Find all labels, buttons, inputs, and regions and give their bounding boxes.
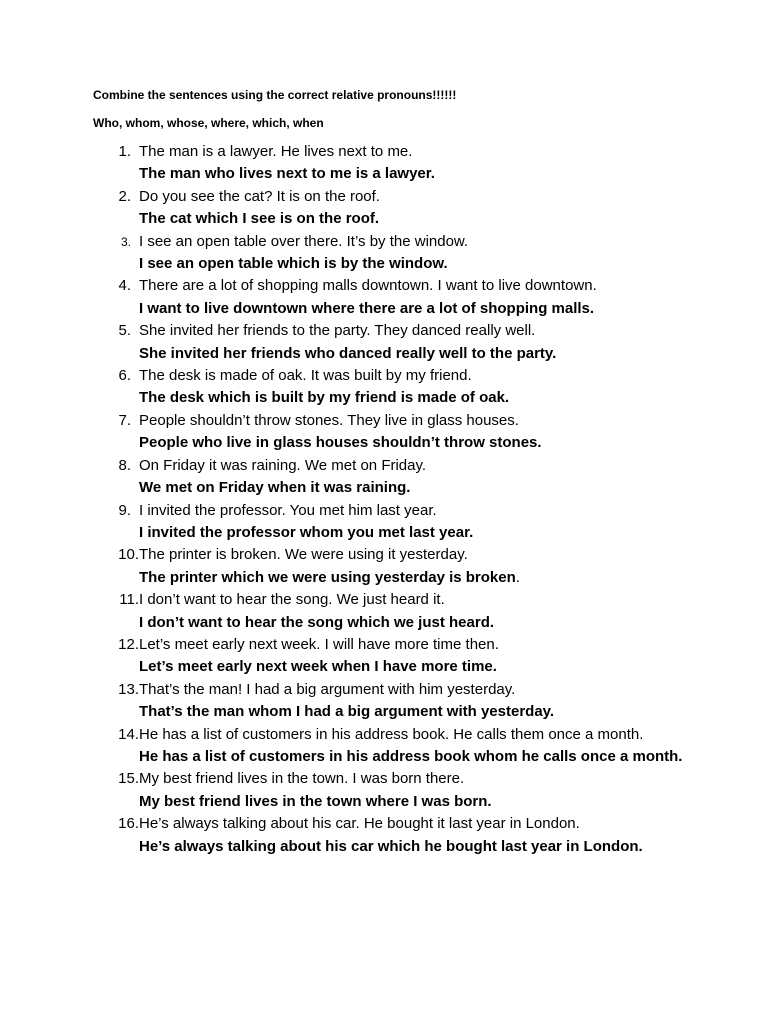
answer-bold: The desk which is built by my friend is made of oak. — [139, 389, 510, 407]
item-number: 15. — [118, 770, 139, 788]
answer-text — [139, 746, 693, 768]
exercise-item-8 — [93, 455, 693, 500]
item-number: 12. — [118, 635, 139, 653]
answer-bold: My best friend lives in the town where I was born. — [139, 792, 492, 810]
answer-bold: The printer which we were using yesterday is broken — [139, 568, 516, 586]
item-number: 14. — [118, 725, 139, 743]
exercise-item-1 — [93, 141, 693, 186]
question-text: The printer is broken. We were using it yesterday. — [139, 546, 468, 564]
answer-text — [139, 208, 693, 230]
answer-text — [139, 701, 693, 723]
question-text: She invited her friends to the party. They danced really well. — [139, 322, 536, 340]
question-text: On Friday it was raining. We met on Friday. — [139, 456, 427, 474]
answer-text — [139, 791, 693, 813]
question-text: He has a list of customers in his address book. He calls them once a month. — [139, 725, 644, 743]
question-text: There are a lot of shopping malls downtown. I want to live downtown. — [139, 277, 597, 295]
answer-text — [139, 298, 693, 320]
question-text: The man is a lawyer. He lives next to me. — [139, 143, 413, 160]
answer-bold: That’s the man whom I had a big argument with yesterday. — [139, 703, 555, 721]
item-number: 13. — [118, 680, 139, 698]
page-title: Combine the sentences using the correct relative pronouns!!!!!! — [93, 88, 457, 102]
answer-bold: I want to live downtown where there are a lot of shopping malls. — [139, 299, 595, 317]
item-number: 9. — [118, 501, 131, 519]
answer-bold: I see an open table which is by the window. — [139, 255, 448, 273]
answer-bold: Let’s meet early next week when I have more time. — [139, 658, 497, 676]
exercise-item-12 — [93, 634, 693, 679]
answer-bold: I invited the professor whom you met last year. — [139, 523, 474, 541]
question-text: I don’t want to hear the song. We just heard it. — [139, 591, 445, 609]
exercise-item-4 — [93, 275, 693, 320]
pronoun-list: Who, whom, whose, where, which, when — [93, 116, 324, 130]
question-text: Do you see the cat? It is on the roof. — [139, 187, 380, 205]
answer-text — [139, 656, 693, 678]
exercise-item-3 — [93, 231, 693, 276]
question-text: People shouldn’t throw stones. They live in glass houses. — [139, 411, 519, 429]
exercise-item-11 — [93, 589, 693, 634]
answer-text — [139, 836, 693, 858]
question-text: That’s the man! I had a big argument with him yesterday. — [139, 680, 516, 698]
exercise-item-10 — [93, 544, 693, 589]
answer-bold: People who live in glass houses shouldn’t throw stones. — [139, 434, 542, 452]
question-text: My best friend lives in the town. I was born there. — [139, 770, 465, 788]
item-number: 1. — [118, 143, 131, 160]
item-number: 10. — [118, 546, 139, 564]
answer-bold: He’s always talking about his car which he bought last year in London. — [139, 837, 643, 855]
exercise-item-16 — [93, 813, 693, 858]
exercise-item-15 — [93, 768, 693, 813]
answer-text — [139, 343, 693, 365]
question-text: He’s always talking about his car. He bought it last year in London. — [139, 815, 580, 833]
answer-text — [139, 612, 693, 634]
answer-text — [139, 522, 693, 544]
answer-bold: The cat which I see is on the roof. — [139, 210, 380, 228]
item-number: 5. — [118, 322, 131, 340]
answer-bold: The man who lives next to me is a lawyer. — [139, 165, 435, 183]
answer-bold: We met on Friday when it was raining. — [139, 479, 411, 497]
exercise-list — [93, 141, 693, 858]
answer-text — [139, 253, 693, 275]
exercise-item-13 — [93, 679, 693, 724]
item-number: 8. — [118, 456, 131, 474]
question-text: Let’s meet early next week. I will have more time then. — [139, 635, 499, 653]
item-number: 16. — [118, 815, 139, 833]
item-number: 7. — [118, 411, 131, 429]
item-number: 6. — [118, 367, 131, 385]
exercise-item-7 — [93, 410, 693, 455]
exercise-item-6 — [93, 365, 693, 410]
answer-text — [139, 477, 693, 499]
answer-suffix: . — [515, 568, 520, 586]
item-number: 4. — [118, 277, 131, 295]
exercise-item-2 — [93, 186, 693, 231]
answer-bold: He has a list of customers in his address book whom he calls once a month. — [139, 747, 683, 765]
exercise-item-9 — [93, 500, 693, 545]
answer-text — [139, 387, 693, 409]
question-text: I see an open table over there. It’s by the window. — [139, 232, 469, 250]
item-number: 3. — [120, 234, 131, 249]
item-number: 2. — [118, 187, 131, 205]
answer-text — [139, 432, 693, 454]
answer-bold: She invited her friends who danced really well to the party. — [139, 344, 557, 362]
item-number: 11. — [119, 591, 139, 609]
answer-text — [139, 163, 693, 185]
answer-bold: I don’t want to hear the song which we just heard. — [139, 613, 495, 631]
exercise-item-14 — [93, 724, 693, 769]
exercise-item-5 — [93, 320, 693, 365]
question-text: I invited the professor. You met him last year. — [139, 501, 437, 519]
answer-text — [139, 567, 693, 589]
question-text: The desk is made of oak. It was built by my friend. — [139, 367, 472, 385]
